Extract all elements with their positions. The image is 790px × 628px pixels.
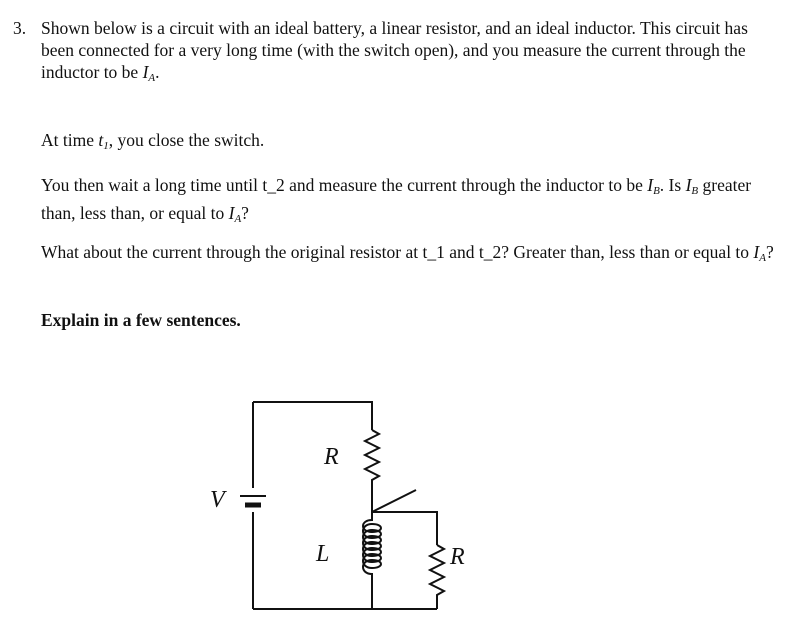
battery-label: V [210, 487, 225, 513]
resistor-1-label: R [324, 444, 339, 470]
inductor [363, 512, 381, 609]
switch-close-statement: At time $t_1$, you close the switch. [41, 130, 265, 152]
inductor-label: L [316, 541, 330, 567]
resistor-1 [365, 430, 379, 512]
switch [372, 490, 416, 512]
resistor-2 [430, 545, 444, 609]
instruction: Explain in a few sentences. [41, 310, 241, 330]
problem-number: 3. [13, 18, 27, 38]
top-wire [253, 402, 372, 430]
resistor-2-label: R [450, 544, 465, 570]
resistor-current-question: What about the current through the original resistor at t_1 and t_2? Greater than, less than or equal to $I_A$? [41, 242, 774, 264]
problem-intro: Shown below is a circuit with an ideal battery, a linear resistor, and an ideal inductor. This circuit has been connected for a very long time (with the switch open), and you measure the current through the inductor to be $I_A$. [41, 18, 748, 84]
inductor-current-question: You then wait a long time until t_2 and measure the current through the inductor to be $I_B$. Is $I_B$ greater than, less than, or equal to $I_A$? [41, 175, 752, 225]
